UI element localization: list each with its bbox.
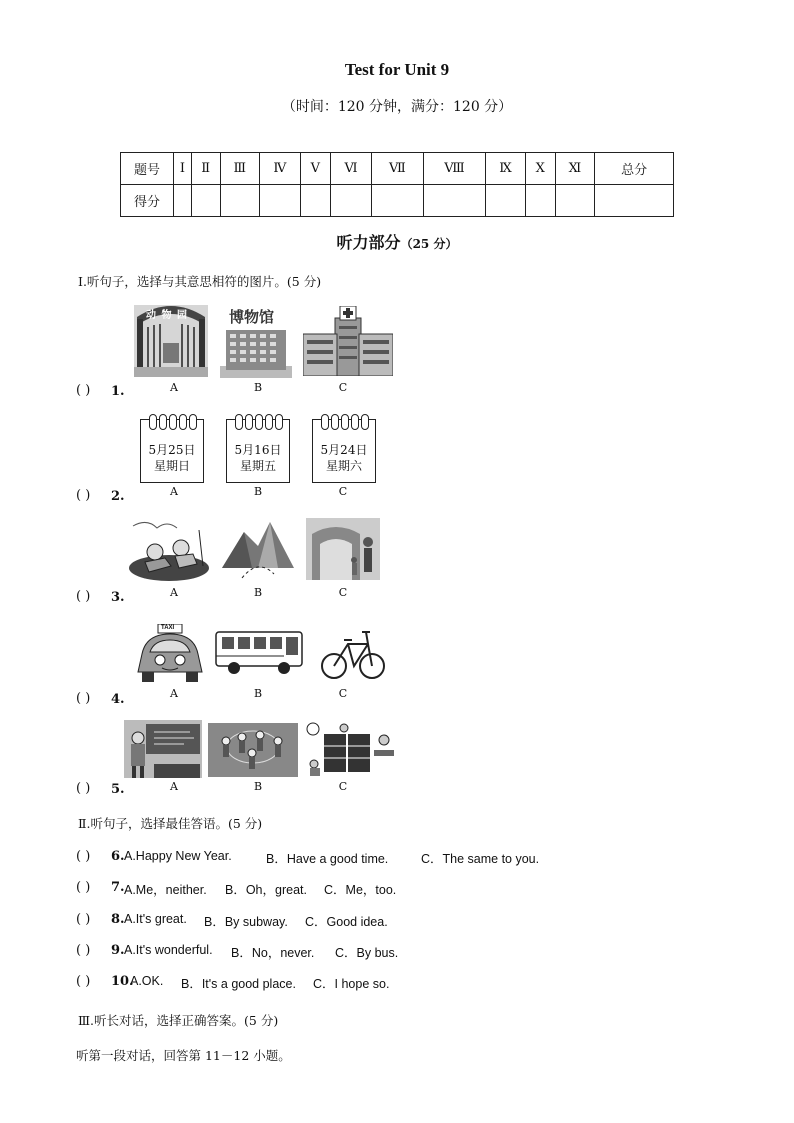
option-label: A [170, 485, 178, 498]
score-cell: Ⅸ [486, 153, 525, 185]
zoo-entrance-image [306, 518, 380, 580]
question-number: 10. [111, 974, 134, 989]
score-table-score-row [121, 185, 674, 217]
calendar-b [226, 419, 290, 483]
taxi-sign: TAXI [161, 625, 175, 631]
option-label: C [338, 381, 348, 394]
calendar-date: 5月16日 [234, 443, 282, 457]
children-playing-image [208, 723, 298, 777]
score-input-cell[interactable] [486, 185, 525, 217]
option-c[interactable]: C．The same to you. [421, 852, 540, 866]
hospital-image [303, 306, 393, 376]
page-subtitle: （时间：120 分钟，满分：120 分） [281, 99, 513, 115]
score-cell: Ⅶ [371, 153, 423, 185]
score-cell: Ⅵ [330, 153, 371, 185]
option-c[interactable]: C．By bus. [335, 946, 399, 960]
listening-title: 听力部分 [336, 233, 401, 252]
score-cell: Ⅴ [300, 153, 330, 185]
question-number: 2. [111, 489, 125, 504]
score-cell: Ⅱ [191, 153, 220, 185]
page-title: Test for Unit 9 [344, 60, 450, 79]
option-b[interactable]: B．By subway. [204, 915, 288, 929]
option-label: B [253, 780, 263, 793]
answer-blank[interactable]: ( ) [76, 383, 91, 398]
listening-section-title [0, 230, 794, 253]
score-input-cell[interactable] [555, 185, 595, 217]
option-label: C [338, 485, 348, 498]
option-label: B [253, 485, 263, 498]
question-number: 6. [111, 849, 125, 864]
question-number: 8. [111, 912, 125, 927]
library-image [304, 720, 396, 778]
score-table [120, 152, 674, 217]
answer-blank[interactable]: ( ) [76, 974, 91, 989]
score-input-cell[interactable] [191, 185, 220, 217]
option-label: A [170, 687, 178, 700]
score-input-cell[interactable] [330, 185, 371, 217]
calendar-a [140, 419, 204, 483]
option-c[interactable]: C．I hope so. [313, 977, 390, 991]
picnic-image [127, 516, 212, 582]
calendar-c [312, 419, 376, 483]
score-cell: Ⅲ [220, 153, 259, 185]
option-label: B [253, 687, 263, 700]
answer-blank[interactable]: ( ) [76, 691, 91, 706]
option-label: C [338, 780, 348, 793]
museum-image [220, 326, 292, 378]
option-b[interactable]: B．No，never. [231, 946, 315, 960]
answer-blank[interactable]: ( ) [76, 589, 91, 604]
score-cell: Ⅳ [259, 153, 300, 185]
option-a[interactable]: A.Me，neither. [124, 883, 207, 897]
score-input-cell[interactable] [423, 185, 486, 217]
option-a[interactable]: A.It's wonderful. [124, 943, 213, 957]
calendar-day: 星期日 [153, 459, 190, 473]
option-label: A [170, 780, 178, 793]
score-row-label: 得分 [121, 185, 174, 217]
answer-blank[interactable]: ( ) [76, 943, 91, 958]
score-input-cell[interactable] [525, 185, 555, 217]
score-cell: Ⅷ [423, 153, 486, 185]
score-cell: 题号 [121, 153, 174, 185]
option-c[interactable]: C．Good idea. [305, 915, 388, 929]
score-table-header-row [121, 153, 674, 185]
score-cell: 总分 [595, 153, 674, 185]
score-input-cell[interactable] [595, 185, 674, 217]
score-input-cell[interactable] [174, 185, 192, 217]
calendar-day: 星期六 [325, 459, 362, 473]
part3-heading: Ⅲ.听长对话，选择正确答案。(5 分) [78, 1013, 279, 1028]
option-label: A [170, 586, 178, 599]
option-label: B [253, 381, 263, 394]
bus-image [214, 630, 304, 678]
score-cell: Ⅰ [174, 153, 192, 185]
question-number: 9. [111, 943, 125, 958]
answer-blank[interactable]: ( ) [76, 781, 91, 796]
option-b[interactable]: B．Oh，great. [225, 883, 307, 897]
mountain-image [222, 518, 294, 580]
calendar-date: 5月25日 [148, 443, 196, 457]
answer-blank[interactable]: ( ) [76, 880, 91, 895]
score-input-cell[interactable] [371, 185, 423, 217]
question-number: 4. [111, 692, 125, 707]
calendar-date: 5月24日 [320, 443, 368, 457]
option-label: C [338, 687, 348, 700]
option-b[interactable]: B．Have a good time. [266, 852, 389, 866]
option-c[interactable]: C．Me，too. [324, 883, 397, 897]
option-label: C [338, 586, 348, 599]
answer-blank[interactable]: ( ) [76, 912, 91, 927]
teacher-classroom-image [124, 720, 202, 778]
part1-heading: Ⅰ.听句子，选择与其意思相符的图片。(5 分) [78, 274, 322, 289]
listening-points: （25 分） [400, 237, 458, 251]
calendar-day: 星期五 [239, 459, 276, 473]
option-label: A [170, 381, 178, 394]
option-b[interactable]: B．It's a good place. [181, 977, 296, 991]
question-number: 5. [111, 782, 125, 797]
question-number: 3. [111, 590, 125, 605]
option-a[interactable]: A.It's great. [124, 912, 187, 926]
bicycle-image [320, 624, 386, 684]
score-input-cell[interactable] [259, 185, 300, 217]
option-label: B [253, 586, 263, 599]
score-cell: Ⅹ [525, 153, 555, 185]
option-a[interactable]: A.Happy New Year. [124, 849, 232, 863]
answer-blank[interactable]: ( ) [76, 849, 91, 864]
question-number: 1. [111, 384, 125, 399]
museum-sign: 博物馆 [229, 308, 275, 326]
score-input-cell[interactable] [220, 185, 259, 217]
question-number: 7. [111, 880, 125, 895]
part3-instruction: 听第一段对话，回答第 11－12 小题。 [76, 1048, 291, 1063]
zoo-sign: 动 物 园 [146, 310, 188, 321]
taxi-image [134, 624, 206, 684]
answer-blank[interactable]: ( ) [76, 488, 91, 503]
part2-heading: Ⅱ.听句子，选择最佳答语。(5 分) [78, 816, 263, 831]
score-input-cell[interactable] [300, 185, 330, 217]
option-a[interactable]: A.OK. [130, 974, 164, 988]
score-cell: Ⅺ [555, 153, 595, 185]
